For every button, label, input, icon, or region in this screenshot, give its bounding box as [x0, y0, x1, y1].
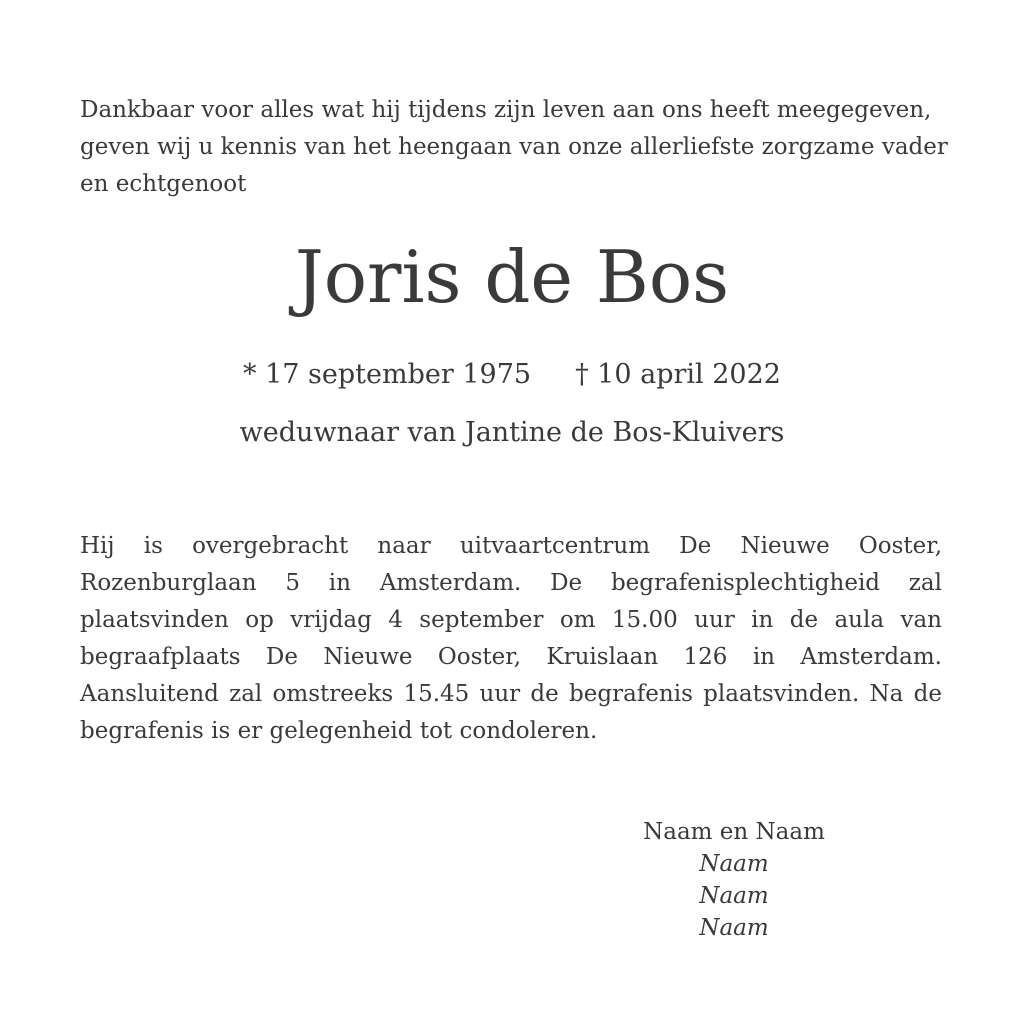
signature-block [624, 816, 844, 944]
signature-name: Naam [699, 915, 769, 941]
signature-main: Naam en Naam [643, 819, 825, 845]
deceased-name: Joris de Bos [294, 235, 730, 319]
life-dates [0, 356, 1024, 394]
signature-name: Naam [699, 851, 769, 877]
death-date: † 10 april 2022 [575, 359, 781, 390]
funeral-details: Hij is overgebracht naar uitvaartcentrum De Nieuwe Ooster, Rozenburglaan 5 in Amsterdam. De begrafenisplechtigheid zal plaatsvinden op vrijdag 4 september om 15.00 uur in de aula van begraafplaats De Nieuwe Ooster, Kruislaan 126 in Amsterdam. Aansluitend zal omstreeks 15.45 uur de begrafenis plaatsvinden. Na de begrafenis is er gelegenheid tot condoleren. [80, 533, 942, 744]
signature-name: Naam [699, 883, 769, 909]
birth-date: * 17 september 1975 [243, 359, 532, 390]
intro-text: Dankbaar voor alles wat hij tijdens zijn leven aan ons heeft meegegeven, geven wij u kennis van het heengaan van onze allerliefste zorgzame vader en echtgenoot [80, 97, 948, 197]
widower-line: weduwnaar van Jantine de Bos-Kluivers [239, 417, 785, 448]
